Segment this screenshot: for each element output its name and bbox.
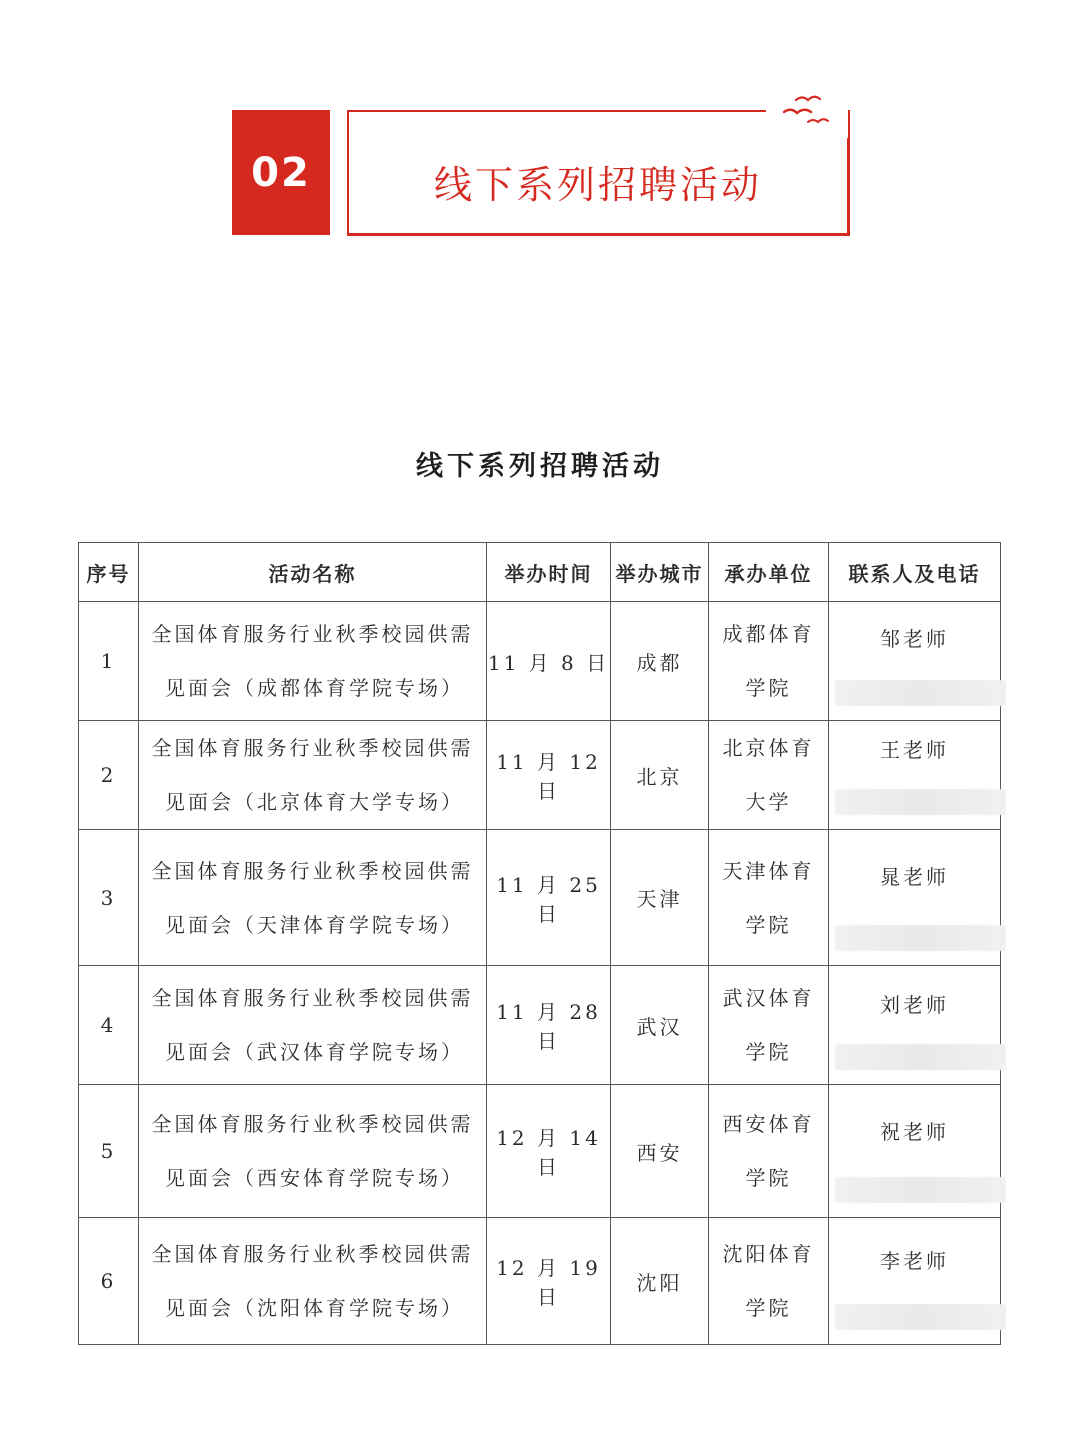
header-event-name: 活动名称 xyxy=(139,543,487,602)
organizer-line1: 北京体育 xyxy=(722,736,815,760)
organizer-line1: 沈阳体育 xyxy=(722,1242,815,1266)
row-index: 5 xyxy=(79,1085,139,1218)
contact-cell xyxy=(829,1085,1001,1218)
table-row xyxy=(79,1085,1001,1218)
event-city: 西安 xyxy=(611,1085,709,1218)
contact-cell xyxy=(829,1218,1001,1345)
organizer-cell xyxy=(709,721,829,830)
section-number-badge: 02 xyxy=(232,110,330,235)
header-index: 序号 xyxy=(79,543,139,602)
table-row xyxy=(79,1218,1001,1345)
event-name-cell xyxy=(139,830,487,966)
organizer-line2: 学院 xyxy=(745,1040,792,1064)
event-city: 成都 xyxy=(611,602,709,721)
event-name-line1: 全国体育服务行业秋季校园供需 xyxy=(151,1112,474,1136)
redacted-phone xyxy=(835,1044,1006,1070)
redacted-phone xyxy=(835,1304,1006,1330)
organizer-line2: 学院 xyxy=(745,676,792,700)
redacted-phone xyxy=(835,925,1006,951)
contact-name: 李老师 xyxy=(880,1249,949,1273)
event-date: 12 月 14 日 xyxy=(487,1085,611,1218)
row-index: 2 xyxy=(79,721,139,830)
event-city: 天津 xyxy=(611,830,709,966)
table-header-row xyxy=(79,543,1001,602)
organizer-line1: 西安体育 xyxy=(722,1112,815,1136)
header-date: 举办时间 xyxy=(487,543,611,602)
event-name-line1: 全国体育服务行业秋季校园供需 xyxy=(151,1242,474,1266)
events-table xyxy=(78,542,1001,1345)
event-city: 沈阳 xyxy=(611,1218,709,1345)
row-index: 3 xyxy=(79,830,139,966)
event-name-line1: 全国体育服务行业秋季校园供需 xyxy=(151,622,474,646)
event-city: 武汉 xyxy=(611,966,709,1085)
event-date: 11 月 12 日 xyxy=(487,721,611,830)
event-name-cell xyxy=(139,966,487,1085)
contact-cell xyxy=(829,721,1001,830)
header-contact: 联系人及电话 xyxy=(829,543,1001,602)
event-name-line2: 见面会（沈阳体育学院专场） xyxy=(165,1296,464,1320)
organizer-line2: 学院 xyxy=(745,912,792,937)
table-row xyxy=(79,830,1001,966)
contact-cell xyxy=(829,966,1001,1085)
event-name-line2: 见面会（天津体育学院专场） xyxy=(165,912,464,937)
contact-name: 祝老师 xyxy=(880,1120,949,1144)
event-date: 12 月 19 日 xyxy=(487,1218,611,1345)
event-name-line2: 见面会（成都体育学院专场） xyxy=(165,676,464,700)
organizer-cell xyxy=(709,602,829,721)
event-name-line1: 全国体育服务行业秋季校园供需 xyxy=(151,858,474,883)
redacted-phone xyxy=(835,680,1006,706)
organizer-line1: 天津体育 xyxy=(722,858,815,883)
event-date: 11 月 28 日 xyxy=(487,966,611,1085)
organizer-cell xyxy=(709,1085,829,1218)
redacted-phone xyxy=(835,789,1006,815)
header-city: 举办城市 xyxy=(611,543,709,602)
table-row xyxy=(79,966,1001,1085)
organizer-cell xyxy=(709,1218,829,1345)
contact-name: 邹老师 xyxy=(880,627,949,651)
contact-cell xyxy=(829,602,1001,721)
event-name-cell xyxy=(139,721,487,830)
table-row xyxy=(79,721,1001,830)
organizer-line2: 大学 xyxy=(745,790,792,814)
event-city: 北京 xyxy=(611,721,709,830)
event-date: 11 月 25 日 xyxy=(487,830,611,966)
contact-cell xyxy=(829,830,1001,966)
event-name-cell xyxy=(139,1085,487,1218)
table-row xyxy=(79,602,1001,721)
event-name-line2: 见面会（北京体育大学专场） xyxy=(165,790,464,814)
organizer-line1: 成都体育 xyxy=(722,622,815,646)
organizer-cell xyxy=(709,830,829,966)
event-name-line2: 见面会（西安体育学院专场） xyxy=(165,1166,464,1190)
contact-name: 晁老师 xyxy=(880,865,949,889)
organizer-line1: 武汉体育 xyxy=(722,986,815,1010)
event-name-cell xyxy=(139,602,487,721)
contact-name: 刘老师 xyxy=(880,993,949,1017)
header-organizer: 承办单位 xyxy=(709,543,829,602)
organizer-line2: 学院 xyxy=(745,1166,792,1190)
organizer-line2: 学院 xyxy=(745,1296,792,1320)
contact-name: 王老师 xyxy=(880,738,949,762)
flying-birds-icon xyxy=(778,94,848,134)
event-date: 11 月 8 日 xyxy=(487,602,611,721)
event-name-line2: 见面会（武汉体育学院专场） xyxy=(165,1040,464,1064)
event-name-line1: 全国体育服务行业秋季校园供需 xyxy=(151,986,474,1010)
section-title: 线下系列招聘活动 xyxy=(433,163,762,207)
event-name-cell xyxy=(139,1218,487,1345)
row-index: 1 xyxy=(79,602,139,721)
organizer-cell xyxy=(709,966,829,1085)
row-index: 6 xyxy=(79,1218,139,1345)
event-name-line1: 全国体育服务行业秋季校园供需 xyxy=(151,736,474,760)
redacted-phone xyxy=(835,1177,1006,1203)
document-title: 线下系列招聘活动 xyxy=(416,451,664,482)
row-index: 4 xyxy=(79,966,139,1085)
